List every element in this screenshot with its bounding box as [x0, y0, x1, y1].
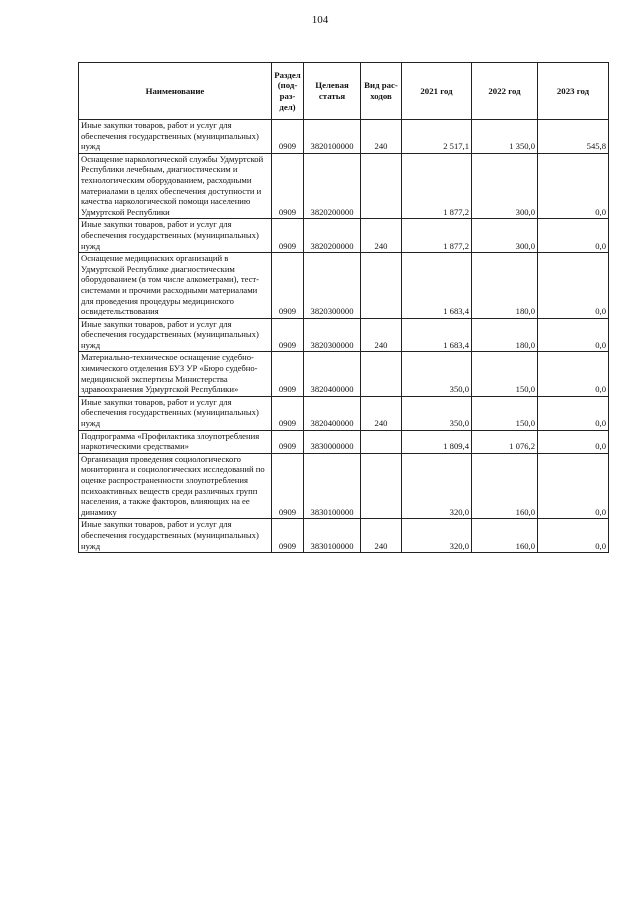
cell-2021: 320,0: [402, 519, 472, 553]
cell-section: 0909: [272, 253, 304, 319]
cell-expense: [361, 352, 402, 396]
cell-2023: 0,0: [538, 396, 609, 430]
cell-2022: 1 076,2: [472, 430, 538, 453]
cell-target: 3820300000: [304, 318, 361, 352]
cell-2023: 0,0: [538, 153, 609, 219]
cell-2021: 1 877,2: [402, 219, 472, 253]
table-row: [79, 519, 609, 553]
page-number: 104: [311, 14, 329, 26]
table-header-row: [79, 63, 609, 120]
cell-2021: 1 683,4: [402, 318, 472, 352]
header-2022: 2022 год: [472, 63, 538, 120]
cell-2021: 1 809,4: [402, 430, 472, 453]
cell-2023: 0,0: [538, 453, 609, 519]
table-row: [79, 153, 609, 219]
table-row: [79, 453, 609, 519]
cell-2023: 0,0: [538, 519, 609, 553]
cell-name: Оснащение медицинских организаций в Удмуртской Республике диагностическим оборудованием (в том числе алкометрами), тест-системами и прочими расходными материалами для проведения процедуры медицинского освидетельствования: [79, 253, 272, 319]
cell-2022: 300,0: [472, 219, 538, 253]
cell-2021: 350,0: [402, 352, 472, 396]
table-row: [79, 396, 609, 430]
cell-target: 3820100000: [304, 120, 361, 154]
cell-target: 3830000000: [304, 430, 361, 453]
table-row: [79, 253, 609, 319]
cell-name: Материально-техническое оснащение судебно-химического отделения БУЗ УР «Бюро судебно-медицинской экспертизы Министерства здравоохранения Удмуртской Республики»: [79, 352, 272, 396]
cell-2023: 0,0: [538, 219, 609, 253]
cell-name: Иные закупки товаров, работ и услуг для обеспечения государственных (муниципальных) нужд: [79, 120, 272, 154]
table-row: [79, 352, 609, 396]
cell-target: 3830100000: [304, 519, 361, 553]
cell-section: 0909: [272, 396, 304, 430]
cell-expense: 240: [361, 120, 402, 154]
table-row: [79, 430, 609, 453]
cell-target: 3820200000: [304, 153, 361, 219]
cell-section: 0909: [272, 219, 304, 253]
budget-table: [78, 62, 609, 553]
cell-expense: 240: [361, 396, 402, 430]
cell-target: 3830100000: [304, 453, 361, 519]
table-row: [79, 318, 609, 352]
cell-name: Иные закупки товаров, работ и услуг для обеспечения государственных (муниципальных) нужд: [79, 519, 272, 553]
cell-section: 0909: [272, 430, 304, 453]
cell-2023: 0,0: [538, 253, 609, 319]
cell-2022: 160,0: [472, 519, 538, 553]
cell-2022: 180,0: [472, 318, 538, 352]
cell-target: 3820200000: [304, 219, 361, 253]
cell-name: Иные закупки товаров, работ и услуг для обеспечения государственных (муниципальных) нужд: [79, 396, 272, 430]
cell-section: 0909: [272, 318, 304, 352]
cell-2021: 2 517,1: [402, 120, 472, 154]
header-target: Целевая статья: [304, 63, 361, 120]
header-expense: Вид рас-ходов: [361, 63, 402, 120]
cell-section: 0909: [272, 352, 304, 396]
cell-expense: [361, 430, 402, 453]
cell-section: 0909: [272, 453, 304, 519]
cell-name: Оснащение наркологической службы Удмуртской Республики лечебным, диагностическим и технологическим оборудованием, расходными материалами в целях обеспечения доступности и качества наркологической помощи населению Удмуртской Республики: [79, 153, 272, 219]
cell-2022: 1 350,0: [472, 120, 538, 154]
cell-name: Организация проведения социологического мониторинга и социологических исследований по оценке распространенности злоупотребления психоактивных веществ среди различных групп населения, а также факторов, влияющих на ее динамику: [79, 453, 272, 519]
table-row: [79, 120, 609, 154]
cell-name: Иные закупки товаров, работ и услуг для обеспечения государственных (муниципальных) нужд: [79, 219, 272, 253]
cell-expense: [361, 453, 402, 519]
header-2023: 2023 год: [538, 63, 609, 120]
cell-expense: [361, 253, 402, 319]
cell-2022: 150,0: [472, 396, 538, 430]
cell-section: 0909: [272, 519, 304, 553]
cell-target: 3820300000: [304, 253, 361, 319]
cell-2022: 180,0: [472, 253, 538, 319]
cell-target: 3820400000: [304, 396, 361, 430]
cell-expense: 240: [361, 519, 402, 553]
cell-2022: 160,0: [472, 453, 538, 519]
header-2021: 2021 год: [402, 63, 472, 120]
cell-2023: 545,8: [538, 120, 609, 154]
cell-name: Подпрограмма «Профилактика злоупотребления наркотическими средствами»: [79, 430, 272, 453]
cell-2023: 0,0: [538, 318, 609, 352]
cell-2022: 300,0: [472, 153, 538, 219]
cell-2021: 350,0: [402, 396, 472, 430]
header-section: Раздел (под-раз-дел): [272, 63, 304, 120]
cell-2023: 0,0: [538, 430, 609, 453]
cell-expense: [361, 153, 402, 219]
cell-section: 0909: [272, 153, 304, 219]
cell-2021: 320,0: [402, 453, 472, 519]
cell-2021: 1 877,2: [402, 153, 472, 219]
cell-section: 0909: [272, 120, 304, 154]
header-name: Наименование: [79, 63, 272, 120]
cell-2022: 150,0: [472, 352, 538, 396]
cell-name: Иные закупки товаров, работ и услуг для обеспечения государственных (муниципальных) нужд: [79, 318, 272, 352]
cell-target: 3820400000: [304, 352, 361, 396]
cell-2023: 0,0: [538, 352, 609, 396]
cell-expense: 240: [361, 318, 402, 352]
cell-2021: 1 683,4: [402, 253, 472, 319]
cell-expense: 240: [361, 219, 402, 253]
table-row: [79, 219, 609, 253]
